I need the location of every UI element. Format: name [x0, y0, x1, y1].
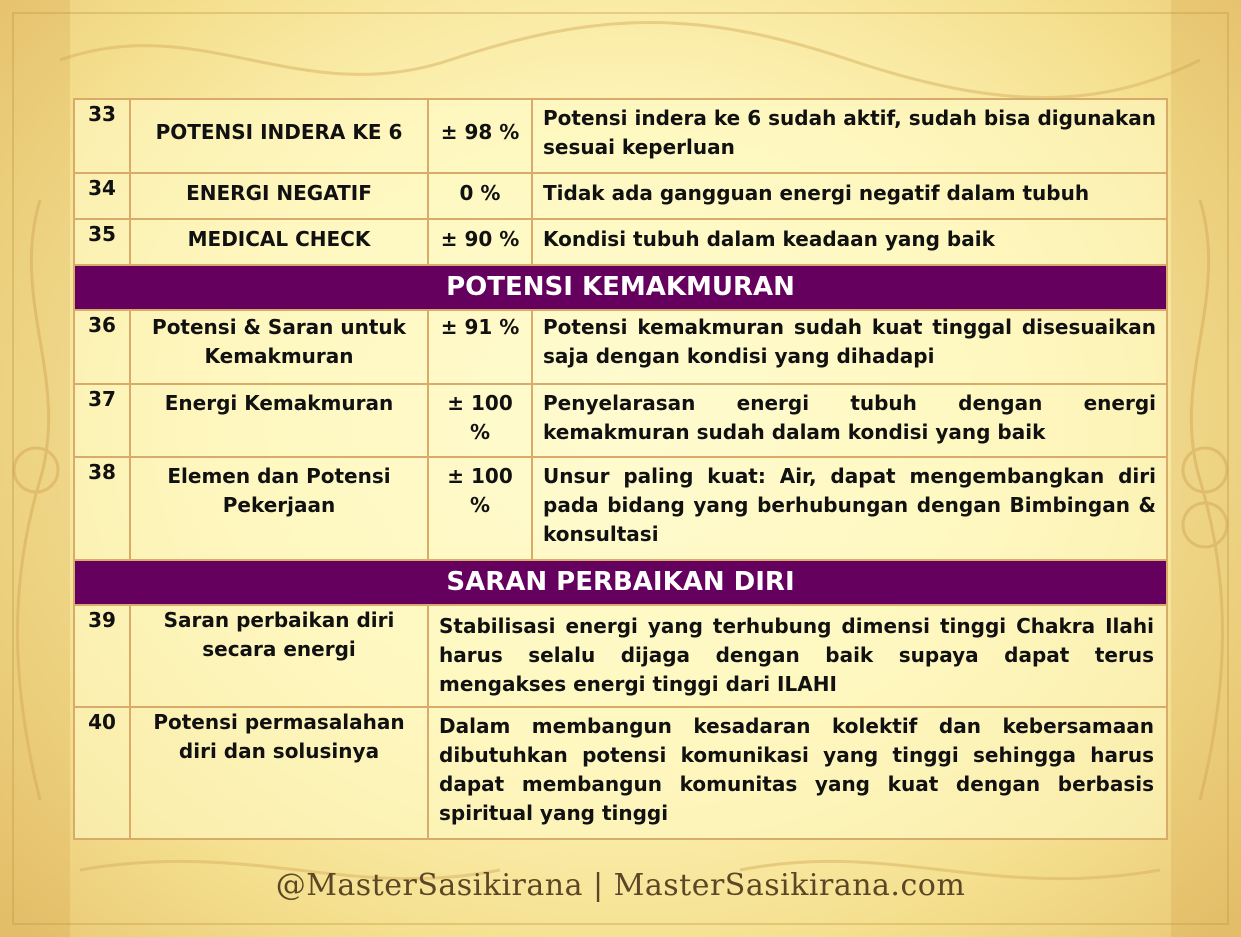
- section-title: POTENSI KEMAKMURAN: [74, 265, 1167, 310]
- row-description: Kondisi tubuh dalam keadaan yang baik: [532, 219, 1167, 265]
- section-title: SARAN PERBAIKAN DIRI: [74, 560, 1167, 605]
- row-number: 34: [74, 173, 130, 219]
- row-percentage: ± 90 %: [428, 219, 532, 265]
- row-label: POTENSI INDERA KE 6: [130, 99, 428, 173]
- table-row: [74, 310, 1167, 384]
- section-header-prosperity: [74, 265, 1167, 310]
- row-number: 37: [74, 384, 130, 457]
- row-label: MEDICAL CHECK: [130, 219, 428, 265]
- row-label: Potensi & Saran untuk Kemakmuran: [130, 310, 428, 384]
- row-number: 38: [74, 457, 130, 560]
- row-label: Potensi permasalahan diri dan solusinya: [130, 707, 428, 839]
- row-number: 40: [74, 707, 130, 839]
- footer-watermark: @MasterSasikirana | MasterSasikirana.com: [275, 868, 966, 903]
- table-row: [74, 219, 1167, 265]
- row-percentage: ± 91 %: [428, 310, 532, 384]
- table-row: [74, 99, 1167, 173]
- row-label: Energi Kemakmuran: [130, 384, 428, 457]
- row-number: 35: [74, 219, 130, 265]
- row-percentage: 0 %: [428, 173, 532, 219]
- row-description: Unsur paling kuat: Air, dapat mengembangkan diri pada bidang yang berhubungan dengan Bimbingan & konsultasi: [532, 457, 1167, 560]
- row-number: 36: [74, 310, 130, 384]
- row-description: Potensi indera ke 6 sudah aktif, sudah bisa digunakan sesuai keperluan: [532, 99, 1167, 173]
- row-description: Tidak ada gangguan energi negatif dalam tubuh: [532, 173, 1167, 219]
- table-row: [74, 605, 1167, 707]
- table-row: [74, 384, 1167, 457]
- table-row: [74, 707, 1167, 839]
- row-description: Stabilisasi energi yang terhubung dimensi tinggi Chakra Ilahi harus selalu dijaga dengan baik supaya dapat terus mengakses energi tinggi dari ILAHI: [428, 605, 1167, 707]
- row-percentage: ± 100 %: [428, 457, 532, 560]
- row-label: Elemen dan Potensi Pekerjaan: [130, 457, 428, 560]
- row-label: ENERGI NEGATIF: [130, 173, 428, 219]
- table-row: [74, 457, 1167, 560]
- row-number: 39: [74, 605, 130, 707]
- row-description: Penyelarasan energi tubuh dengan energi kemakmuran sudah dalam kondisi yang baik: [532, 384, 1167, 457]
- table-row: [74, 173, 1167, 219]
- row-description: Dalam membangun kesadaran kolektif dan kebersamaan dibutuhkan potensi komunikasi yang tinggi sehingga harus dapat membangun komunitas yang kuat dengan berbasis spiritual yang tinggi: [428, 707, 1167, 839]
- row-percentage: ± 98 %: [428, 99, 532, 173]
- row-description: Potensi kemakmuran sudah kuat tinggal disesuaikan saja dengan kondisi yang dihadapi: [532, 310, 1167, 384]
- results-table: [73, 98, 1168, 840]
- row-number: 33: [74, 99, 130, 173]
- row-percentage: ± 100 %: [428, 384, 532, 457]
- row-label: Saran perbaikan diri secara energi: [130, 605, 428, 707]
- section-header-improvement: [74, 560, 1167, 605]
